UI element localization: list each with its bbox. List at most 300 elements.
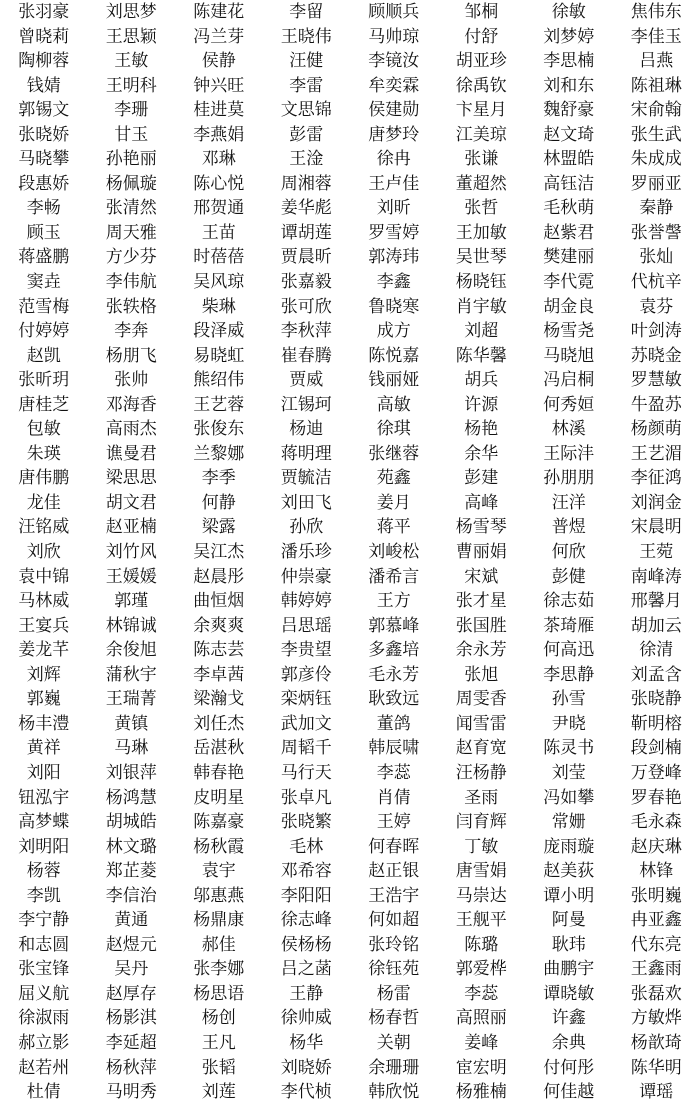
name-cell: 李秋萍 <box>263 319 351 344</box>
name-cell: 吕之菡 <box>263 957 351 982</box>
name-cell: 王瑞菁 <box>88 687 176 712</box>
name-cell: 郭涛玮 <box>350 245 438 270</box>
name-cell: 徐禹钦 <box>438 74 526 99</box>
name-cell: 耿致远 <box>350 687 438 712</box>
name-cell: 高敏 <box>350 393 438 418</box>
name-cell: 张轶格 <box>88 295 176 320</box>
name-cell: 陈璐 <box>438 933 526 958</box>
name-cell: 徐琪 <box>350 417 438 442</box>
name-cell: 李延超 <box>88 1031 176 1056</box>
name-cell: 顾玉 <box>0 221 88 246</box>
name-cell: 张晓繁 <box>263 810 351 835</box>
name-cell: 王艺湄 <box>613 442 700 467</box>
name-cell: 邓琳 <box>175 147 263 172</box>
name-cell: 刘晓娇 <box>263 1056 351 1081</box>
name-cell: 王菀 <box>613 540 700 565</box>
name-cell: 毛秋萌 <box>525 196 613 221</box>
name-cell: 段泽威 <box>175 319 263 344</box>
name-cell: 甘玉 <box>88 123 176 148</box>
name-cell: 王敏 <box>88 49 176 74</box>
name-cell: 韩婷婷 <box>263 589 351 614</box>
name-cell: 姜月 <box>350 491 438 516</box>
name-cell: 易晓虹 <box>175 344 263 369</box>
name-cell: 李伟航 <box>88 270 176 295</box>
name-cell: 蒲秋宇 <box>88 663 176 688</box>
name-cell: 桂进莫 <box>175 98 263 123</box>
name-cell: 李鑫 <box>350 270 438 295</box>
name-cell: 时蓓蓓 <box>175 245 263 270</box>
name-cell: 汪铭威 <box>0 515 88 540</box>
name-cell: 李征鸿 <box>613 466 700 491</box>
name-cell: 余典 <box>525 1031 613 1056</box>
name-cell: 侯静 <box>175 49 263 74</box>
name-cell: 圣雨 <box>438 786 526 811</box>
name-cell: 汪洋 <box>525 491 613 516</box>
name-cell: 梁瀚戈 <box>175 687 263 712</box>
name-cell: 方敏烨 <box>613 1006 700 1031</box>
name-cell: 宦宏明 <box>438 1056 526 1081</box>
name-cell: 谭瑶 <box>613 1080 700 1105</box>
name-cell: 徐志峰 <box>263 908 351 933</box>
name-cell: 闻雪雷 <box>438 712 526 737</box>
name-cell: 李凯 <box>0 884 88 909</box>
name-cell: 余俊旭 <box>88 638 176 663</box>
name-cell: 董鸽 <box>350 712 438 737</box>
name-cell: 张帅 <box>88 368 176 393</box>
name-cell: 贾毓洁 <box>263 466 351 491</box>
name-cell: 马琳 <box>88 736 176 761</box>
name-cell: 余爽爽 <box>175 614 263 639</box>
name-cell: 王艺蓉 <box>175 393 263 418</box>
name-cell: 赵厚存 <box>88 982 176 1007</box>
name-cell: 宋俞翰 <box>613 98 700 123</box>
name-cell: 刘莲 <box>175 1080 263 1105</box>
name-cell: 顾顺兵 <box>350 0 438 25</box>
name-cell: 彭雷 <box>263 123 351 148</box>
name-cell: 李思楠 <box>525 49 613 74</box>
name-cell: 刘欣 <box>0 540 88 565</box>
name-cell: 杨艳 <box>438 417 526 442</box>
name-cell: 文思锦 <box>263 98 351 123</box>
name-cell: 普煜 <box>525 515 613 540</box>
name-cell: 张可欣 <box>263 295 351 320</box>
name-cell: 邢贺通 <box>175 196 263 221</box>
name-cell: 韩春艳 <box>175 761 263 786</box>
name-cell: 郭爱桦 <box>438 957 526 982</box>
name-cell: 何春晖 <box>350 835 438 860</box>
name-cell: 毛林 <box>263 835 351 860</box>
name-cell: 张韬 <box>175 1056 263 1081</box>
name-cell: 杨歆琦 <box>613 1031 700 1056</box>
name-cell: 陈华明 <box>613 1056 700 1081</box>
name-cell: 马行天 <box>263 761 351 786</box>
name-cell: 贾威 <box>263 368 351 393</box>
name-cell: 王媛媛 <box>88 565 176 590</box>
name-cell: 杨影淇 <box>88 1006 176 1031</box>
name-cell: 李信治 <box>88 884 176 909</box>
name-cell: 范雪梅 <box>0 295 88 320</box>
name-cell: 张俊东 <box>175 417 263 442</box>
name-cell: 郭瑾 <box>88 589 176 614</box>
name-cell: 侯杨杨 <box>263 933 351 958</box>
name-cell: 吕思瑶 <box>263 614 351 639</box>
name-cell: 肖倩 <box>350 786 438 811</box>
name-cell: 王苗 <box>175 221 263 246</box>
name-cell: 陈嘉豪 <box>175 810 263 835</box>
name-cell: 常姗 <box>525 810 613 835</box>
name-cell: 邹桐 <box>438 0 526 25</box>
name-cell: 唐伟鹏 <box>0 466 88 491</box>
name-cell: 赵若州 <box>0 1056 88 1081</box>
name-cell: 栾炳钰 <box>263 687 351 712</box>
name-cell: 胡文君 <box>88 491 176 516</box>
name-cell: 袁中锦 <box>0 565 88 590</box>
name-cell: 魏舒豪 <box>525 98 613 123</box>
name-cell: 赵庆琳 <box>613 835 700 860</box>
name-cell: 林文璐 <box>88 835 176 860</box>
name-cell: 孙雪 <box>525 687 613 712</box>
name-cell: 李佳玉 <box>613 25 700 50</box>
name-cell: 赵煜元 <box>88 933 176 958</box>
name-cell: 邓希容 <box>263 859 351 884</box>
name-cell: 杨迪 <box>263 417 351 442</box>
name-cell: 姜龙芊 <box>0 638 88 663</box>
name-cell: 林盟皓 <box>525 147 613 172</box>
name-cell: 王晓伟 <box>263 25 351 50</box>
name-cell: 林溪 <box>525 417 613 442</box>
name-cell: 邢馨月 <box>613 589 700 614</box>
name-cell: 苑鑫 <box>350 466 438 491</box>
name-cell: 罗丽亚 <box>613 172 700 197</box>
name-cell: 侯建勋 <box>350 98 438 123</box>
name-cell: 赵晨彤 <box>175 565 263 590</box>
name-cell: 张旭 <box>438 663 526 688</box>
name-cell: 徐清 <box>613 638 700 663</box>
name-cell: 付何彤 <box>525 1056 613 1081</box>
name-cell: 张磊欢 <box>613 982 700 1007</box>
name-cell: 赵正银 <box>350 859 438 884</box>
name-cell: 和志圆 <box>0 933 88 958</box>
name-cell: 刘超 <box>438 319 526 344</box>
name-cell: 罗雪婷 <box>350 221 438 246</box>
name-cell: 郝佳 <box>175 933 263 958</box>
name-cell: 贾晨昕 <box>263 245 351 270</box>
name-cell: 刘银萍 <box>88 761 176 786</box>
name-cell: 张生武 <box>613 123 700 148</box>
name-cell: 梁思思 <box>88 466 176 491</box>
name-cell: 肖宇敏 <box>438 295 526 320</box>
name-cell: 张羽豪 <box>0 0 88 25</box>
name-cell: 张卓凡 <box>263 786 351 811</box>
name-cell: 何静 <box>175 491 263 516</box>
name-cell: 邬惠燕 <box>175 884 263 909</box>
name-cell: 胡亚珍 <box>438 49 526 74</box>
name-cell: 张誉謦 <box>613 221 700 246</box>
name-cell: 张灿 <box>613 245 700 270</box>
name-cell: 林锋 <box>613 859 700 884</box>
name-cell: 张才星 <box>438 589 526 614</box>
name-cell: 徐敏 <box>525 0 613 25</box>
name-cell: 余珊珊 <box>350 1056 438 1081</box>
name-cell: 李卓茜 <box>175 663 263 688</box>
name-cell: 姜华彪 <box>263 196 351 221</box>
name-cell: 茶琦雁 <box>525 614 613 639</box>
name-cell: 刘润金 <box>613 491 700 516</box>
name-cell: 赵育宽 <box>438 736 526 761</box>
name-cell: 刘田飞 <box>263 491 351 516</box>
name-cell: 高雨杰 <box>88 417 176 442</box>
name-cell: 王淦 <box>263 147 351 172</box>
name-cell: 谭晓敏 <box>525 982 613 1007</box>
name-cell: 罗春艳 <box>613 786 700 811</box>
name-cell: 王明科 <box>88 74 176 99</box>
name-cell: 曲鹏宇 <box>525 957 613 982</box>
name-cell: 郭锡文 <box>0 98 88 123</box>
name-cell: 江锡珂 <box>263 393 351 418</box>
name-cell: 刘思梦 <box>88 0 176 25</box>
name-cell: 潘希言 <box>350 565 438 590</box>
name-cell: 付婷婷 <box>0 319 88 344</box>
name-cell: 李思静 <box>525 663 613 688</box>
name-cell: 丁敏 <box>438 835 526 860</box>
name-cell: 皮明星 <box>175 786 263 811</box>
name-cell: 冯兰芽 <box>175 25 263 50</box>
name-cell: 刘梦婷 <box>525 25 613 50</box>
name-cell: 罗慧敏 <box>613 368 700 393</box>
name-cell: 周韬千 <box>263 736 351 761</box>
name-cell: 张嘉毅 <box>263 270 351 295</box>
name-cell: 胡加云 <box>613 614 700 639</box>
name-cell: 胡金良 <box>525 295 613 320</box>
name-cell: 李贵望 <box>263 638 351 663</box>
name-cell: 冯启桐 <box>525 368 613 393</box>
name-cell: 朱瑛 <box>0 442 88 467</box>
name-cell: 包敏 <box>0 417 88 442</box>
name-cell: 牟奕霖 <box>350 74 438 99</box>
name-cell: 梁露 <box>175 515 263 540</box>
name-cell: 杨春哲 <box>350 1006 438 1031</box>
name-cell: 杨创 <box>175 1006 263 1031</box>
name-cell: 胡城皓 <box>88 810 176 835</box>
name-cell: 吕燕 <box>613 49 700 74</box>
name-cell: 陈心悦 <box>175 172 263 197</box>
name-cell: 唐梦玲 <box>350 123 438 148</box>
name-cell: 杨鼎康 <box>175 908 263 933</box>
name-cell: 蒋平 <box>350 515 438 540</box>
name-cell: 冯如攀 <box>525 786 613 811</box>
name-cell: 段剑楠 <box>613 736 700 761</box>
name-cell: 黄镇 <box>88 712 176 737</box>
name-cell: 杨晓钰 <box>438 270 526 295</box>
name-cell: 赵紫君 <box>525 221 613 246</box>
name-cell: 多鑫培 <box>350 638 438 663</box>
name-cell: 杨蓉 <box>0 859 88 884</box>
name-cell: 唐桂芝 <box>0 393 88 418</box>
name-cell: 周湘蓉 <box>263 172 351 197</box>
name-cell: 张哲 <box>438 196 526 221</box>
name-cell: 李季 <box>175 466 263 491</box>
name-cell: 彭建 <box>438 466 526 491</box>
name-cell: 孙艳丽 <box>88 147 176 172</box>
name-cell: 王静 <box>263 982 351 1007</box>
name-cell: 徐冉 <box>350 147 438 172</box>
name-cell: 何高迅 <box>525 638 613 663</box>
name-cell: 郭慕峰 <box>350 614 438 639</box>
name-cell: 杜倩 <box>0 1080 88 1105</box>
name-cell: 钱丽娅 <box>350 368 438 393</box>
name-cell: 高照丽 <box>438 1006 526 1031</box>
name-cell: 毛永芳 <box>350 663 438 688</box>
name-cell: 马崇达 <box>438 884 526 909</box>
name-cell: 黄通 <box>88 908 176 933</box>
name-cell: 谭小明 <box>525 884 613 909</box>
name-cell: 孙欣 <box>263 515 351 540</box>
name-cell: 陈志芸 <box>175 638 263 663</box>
name-cell: 王婷 <box>350 810 438 835</box>
name-cell: 张明巍 <box>613 884 700 909</box>
name-cell: 代东亮 <box>613 933 700 958</box>
name-cell: 张昕玥 <box>0 368 88 393</box>
name-cell: 南峰涛 <box>613 565 700 590</box>
name-cell: 杨雅楠 <box>438 1080 526 1105</box>
name-cell: 李畅 <box>0 196 88 221</box>
name-cell: 李雷 <box>263 74 351 99</box>
name-cell: 余永芳 <box>438 638 526 663</box>
name-cell: 张国胜 <box>438 614 526 639</box>
name-cell: 蒋明理 <box>263 442 351 467</box>
name-cell: 马林威 <box>0 589 88 614</box>
name-cell: 李阳阳 <box>263 884 351 909</box>
name-cell: 赵凯 <box>0 344 88 369</box>
name-cell: 李珊 <box>88 98 176 123</box>
name-cell: 高峰 <box>438 491 526 516</box>
name-cell: 王际沣 <box>525 442 613 467</box>
name-cell: 吴世琴 <box>438 245 526 270</box>
name-cell: 李蕊 <box>438 982 526 1007</box>
name-cell: 周天雅 <box>88 221 176 246</box>
name-cell: 李蕊 <box>350 761 438 786</box>
name-cell: 蒋盛鹏 <box>0 245 88 270</box>
name-cell: 刘任杰 <box>175 712 263 737</box>
name-cell: 李代霓 <box>525 270 613 295</box>
name-cell: 陶柳蓉 <box>0 49 88 74</box>
name-cell: 焦伟东 <box>613 0 700 25</box>
name-cell: 刘峻松 <box>350 540 438 565</box>
name-cell: 刘辉 <box>0 663 88 688</box>
name-cell: 庞雨璇 <box>525 835 613 860</box>
name-cell: 武加文 <box>263 712 351 737</box>
name-cell: 袁宇 <box>175 859 263 884</box>
name-cell: 杨佩璇 <box>88 172 176 197</box>
name-cell: 毛永森 <box>613 810 700 835</box>
name-cell: 王加敏 <box>438 221 526 246</box>
name-cell: 王浩宇 <box>350 884 438 909</box>
name-cell: 何佳越 <box>525 1080 613 1105</box>
name-cell: 宋斌 <box>438 565 526 590</box>
name-cell: 张清然 <box>88 196 176 221</box>
name-cell: 王思颖 <box>88 25 176 50</box>
name-cell: 胡兵 <box>438 368 526 393</box>
name-cell: 吴风琼 <box>175 270 263 295</box>
name-cell: 李宁静 <box>0 908 88 933</box>
name-cell: 吴江杰 <box>175 540 263 565</box>
name-cell: 黄祥 <box>0 736 88 761</box>
name-cell: 徐钰苑 <box>350 957 438 982</box>
name-cell: 王凡 <box>175 1031 263 1056</box>
name-cell: 屈义航 <box>0 982 88 1007</box>
name-cell: 王卢佳 <box>350 172 438 197</box>
name-cell: 陈建花 <box>175 0 263 25</box>
name-cell: 杨秋霞 <box>175 835 263 860</box>
name-cell: 张李娜 <box>175 957 263 982</box>
name-cell: 马明秀 <box>88 1080 176 1105</box>
name-cell: 杨颜萌 <box>613 417 700 442</box>
name-cell: 陈悦嘉 <box>350 344 438 369</box>
name-cell: 唐雪娟 <box>438 859 526 884</box>
name-cell: 王鑫雨 <box>613 957 700 982</box>
name-cell: 王舰平 <box>438 908 526 933</box>
name-cell: 刘明阳 <box>0 835 88 860</box>
name-cell: 崔春腾 <box>263 344 351 369</box>
name-cell: 刘和东 <box>525 74 613 99</box>
name-cell: 曹丽娟 <box>438 540 526 565</box>
name-cell: 彭健 <box>525 565 613 590</box>
name-cell: 阿曼 <box>525 908 613 933</box>
name-cell: 朱成成 <box>613 147 700 172</box>
name-cell: 孙朋朋 <box>525 466 613 491</box>
name-cell: 汪杨静 <box>438 761 526 786</box>
name-cell: 徐志茹 <box>525 589 613 614</box>
name-cell: 杨秋萍 <box>88 1056 176 1081</box>
name-cell: 李燕娟 <box>175 123 263 148</box>
name-cell: 宋晨明 <box>613 515 700 540</box>
name-cell: 许源 <box>438 393 526 418</box>
name-cell: 曾晓莉 <box>0 25 88 50</box>
name-cell: 郭巍 <box>0 687 88 712</box>
name-cell: 杨雪琴 <box>438 515 526 540</box>
name-cell: 邓海香 <box>88 393 176 418</box>
name-cell: 郑芷菱 <box>88 859 176 884</box>
name-cell: 高梦蝶 <box>0 810 88 835</box>
name-cell: 冉亚鑫 <box>613 908 700 933</box>
name-cell: 柴琳 <box>175 295 263 320</box>
name-cell: 刘孟含 <box>613 663 700 688</box>
name-cell: 林锦诚 <box>88 614 176 639</box>
name-cell: 王宴兵 <box>0 614 88 639</box>
name-cell: 卞星月 <box>438 98 526 123</box>
name-cell: 徐帅威 <box>263 1006 351 1031</box>
name-cell: 王方 <box>350 589 438 614</box>
name-cell: 陈祖琳 <box>613 74 700 99</box>
name-cell: 钟兴旺 <box>175 74 263 99</box>
name-cell: 许鑫 <box>525 1006 613 1031</box>
name-cell: 钮泓宇 <box>0 786 88 811</box>
name-cell: 李镜汝 <box>350 49 438 74</box>
name-cell: 窦垚 <box>0 270 88 295</box>
name-cell: 江美琼 <box>438 123 526 148</box>
name-cell: 段惠娇 <box>0 172 88 197</box>
name-cell: 陈华馨 <box>438 344 526 369</box>
name-cell: 高钰洁 <box>525 172 613 197</box>
name-cell: 何如超 <box>350 908 438 933</box>
name-cell: 杨华 <box>263 1031 351 1056</box>
name-cell: 岳湛秋 <box>175 736 263 761</box>
name-cell: 杨雷 <box>350 982 438 1007</box>
name-cell: 付舒 <box>438 25 526 50</box>
name-cell: 杨鸿慧 <box>88 786 176 811</box>
name-cell: 闫育辉 <box>438 810 526 835</box>
name-cell: 赵美荻 <box>525 859 613 884</box>
